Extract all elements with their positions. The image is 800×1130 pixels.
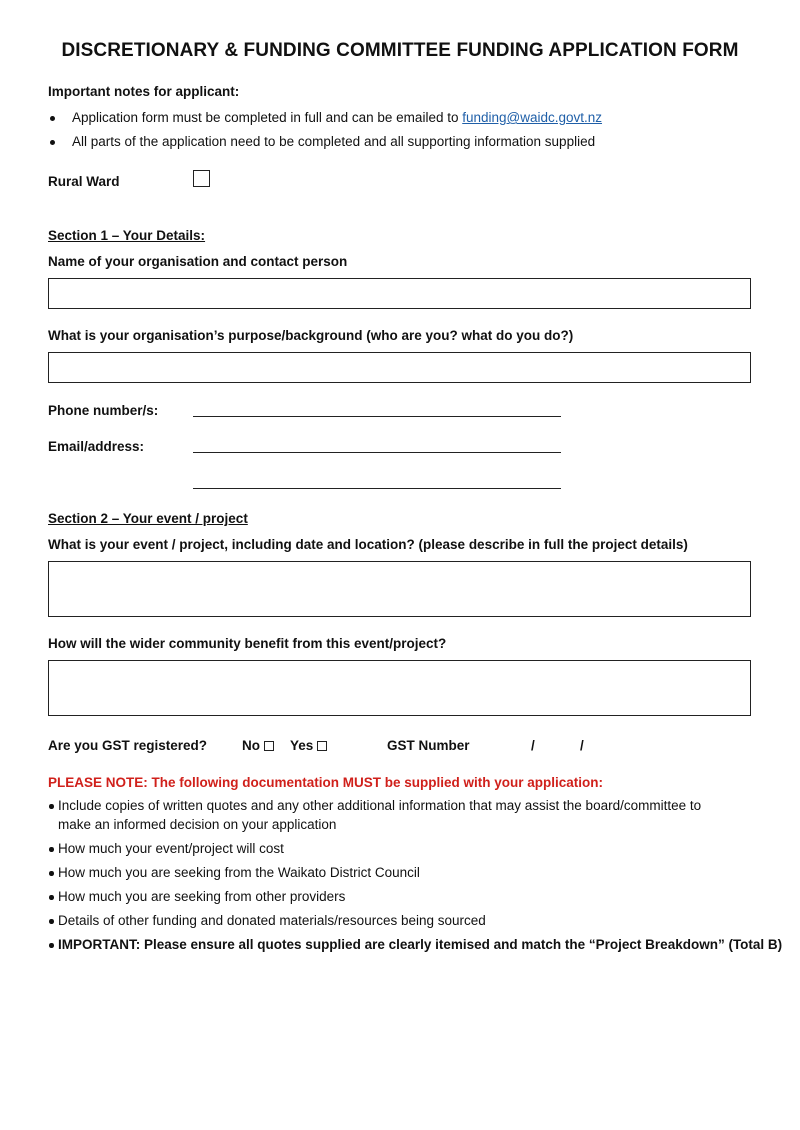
bullet-icon (49, 871, 54, 876)
email-address-label: Email/address: (48, 439, 145, 454)
documentation-warning: PLEASE NOTE: The following documentation MUST be supplied with your application: (48, 775, 604, 790)
doc-item-important: IMPORTANT: Please ensure all quotes supplied are clearly itemised and match the “Project Breakdown” (Total B) (58, 937, 783, 952)
gst-no-label: No (242, 738, 260, 753)
phone-field[interactable] (193, 416, 561, 417)
email-address-field-line-2[interactable] (193, 488, 561, 489)
org-contact-question: Name of your organisation and contact person (48, 254, 348, 269)
gst-no-checkbox[interactable] (264, 741, 274, 751)
note-item-1-text: Application form must be completed in full and can be emailed to (72, 110, 463, 125)
bullet-icon (49, 804, 54, 809)
rural-ward-label: Rural Ward (48, 174, 120, 189)
bullet-icon (50, 116, 55, 121)
purpose-question: What is your organisation’s purpose/background (who are you? what do you do?) (48, 328, 574, 343)
doc-item-quotes: Include copies of written quotes and any other additional information that may assist the board/committee to (58, 798, 702, 813)
form-title: DISCRETIONARY & FUNDING COMMITTEE FUNDING APPLICATION FORM (61, 40, 739, 61)
phone-label: Phone number/s: (48, 403, 159, 418)
gst-number-separator: / (580, 738, 584, 753)
gst-number-separator: / (531, 738, 535, 753)
event-question: What is your event / project, including date and location? (please describe in full the project details) (48, 537, 688, 552)
doc-item-council: How much you are seeking from the Waikato District Council (58, 865, 420, 880)
doc-item-quotes-cont: make an informed decision on your application (58, 817, 337, 832)
bullet-icon (49, 919, 54, 924)
note-item-2: All parts of the application need to be completed and all supporting information supplied (72, 134, 596, 149)
notes-heading: Important notes for applicant: (48, 84, 240, 99)
gst-yes-option[interactable] (290, 738, 327, 753)
bullet-icon (50, 140, 55, 145)
section1-heading: Section 1 – Your Details: (48, 228, 206, 243)
note-item-1 (72, 110, 602, 125)
benefit-input[interactable] (48, 660, 751, 716)
event-input[interactable] (48, 561, 751, 617)
bullet-icon (49, 895, 54, 900)
gst-yes-checkbox[interactable] (317, 741, 327, 751)
doc-item-other-funding: Details of other funding and donated materials/resources being sourced (58, 913, 486, 928)
doc-item-other-providers: How much you are seeking from other providers (58, 889, 346, 904)
bullet-icon (49, 943, 54, 948)
gst-yes-label: Yes (290, 738, 314, 753)
gst-question: Are you GST registered? (48, 738, 208, 753)
email-address-field[interactable] (193, 452, 561, 453)
org-contact-input[interactable] (48, 278, 751, 309)
purpose-input[interactable] (48, 352, 751, 383)
gst-number-label: GST Number (387, 738, 470, 753)
bullet-icon (49, 847, 54, 852)
funding-email-link[interactable]: funding@waidc.govt.nz (462, 110, 603, 125)
section2-heading: Section 2 – Your event / project (48, 511, 248, 526)
doc-item-cost: How much your event/project will cost (58, 841, 284, 856)
benefit-question: How will the wider community benefit from this event/project? (48, 636, 447, 651)
rural-ward-checkbox[interactable] (193, 170, 210, 187)
gst-no-option[interactable] (242, 738, 274, 753)
